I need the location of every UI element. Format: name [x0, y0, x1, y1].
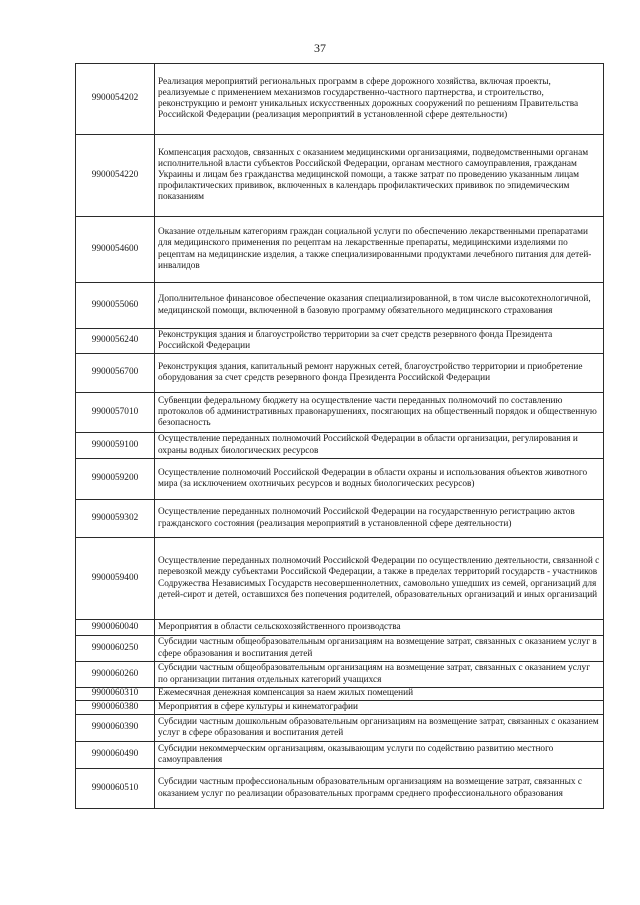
row-code: 9900056240 [76, 329, 155, 354]
table-row [76, 329, 604, 354]
row-description: Мероприятия в сфере культуры и кинематографии [155, 701, 604, 715]
table-row [76, 636, 604, 662]
row-code: 9900059400 [76, 538, 155, 620]
row-description: Осуществление переданных полномочий Российской Федерации в области организации, регулирования и охраны водных биологических ресурсов [155, 433, 604, 459]
table-row [76, 283, 604, 329]
table-body [76, 64, 604, 809]
table-row [76, 769, 604, 809]
row-code: 9900059302 [76, 500, 155, 538]
row-code: 9900060310 [76, 688, 155, 701]
row-code: 9900059200 [76, 459, 155, 500]
table-row [76, 500, 604, 538]
table-row [76, 742, 604, 769]
table-row [76, 688, 604, 701]
table-row [76, 354, 604, 393]
row-description: Компенсация расходов, связанных с оказанием медицинскими организациями, подведомственными органам исполнительной власти субъектов Российской Федерации, органам местного самоуправления, гражданам Украины и лицам без гражданства медицинской помощи, а также затрат по проведению указанным лицам профилактических прививок, включенных в календарь профилактических прививок по эпидемическим показаниям [155, 135, 604, 217]
row-description: Реконструкция здания и благоустройство территории за счет средств резервного фонда Президента Российской Федерации [155, 329, 604, 354]
row-code: 9900057010 [76, 393, 155, 433]
row-code: 9900060250 [76, 636, 155, 662]
table-row [76, 393, 604, 433]
row-code: 9900060390 [76, 715, 155, 742]
row-code: 9900054220 [76, 135, 155, 217]
row-description: Осуществление переданных полномочий Российской Федерации по осуществлению деятельности, связанной с перевозкой между субъектами Российской Федерации, а также в пределах территорий государств - участников Содружества Независимых Государств несовершеннолетних, самовольно ушедших из семей, организаций для детей-сирот и детей, оставшихся без попечения родителей, образовательных организаций и иных организаций [155, 538, 604, 620]
table-row [76, 715, 604, 742]
row-description: Субсидии частным дошкольным образовательным организациям на возмещение затрат, связанных с оказанием услуг в сфере образования и воспитания детей [155, 715, 604, 742]
row-code: 9900060380 [76, 701, 155, 715]
table-row [76, 433, 604, 459]
table-row [76, 701, 604, 715]
table-row [76, 662, 604, 688]
row-description: Осуществление переданных полномочий Российской Федерации на государственную регистрацию актов гражданского состояния (реализация мероприятий в установленной сфере деятельности) [155, 500, 604, 538]
page-number: 37 [314, 41, 326, 55]
row-code: 9900060490 [76, 742, 155, 769]
table-row [76, 538, 604, 620]
row-code: 9900055060 [76, 283, 155, 329]
row-code: 9900060040 [76, 620, 155, 636]
row-description: Ежемесячная денежная компенсация за наем жилых помещений [155, 688, 604, 701]
row-description: Субвенции федеральному бюджету на осуществление части переданных полномочий по составлению протоколов об административных правонарушениях, посягающих на общественный порядок и общественную безопасность [155, 393, 604, 433]
row-code: 9900054202 [76, 64, 155, 135]
row-description: Оказание отдельным категориям граждан социальной услуги по обеспечению лекарственными препаратами для медицинского применения по рецептам на лекарственные препараты, медицинскими изделиями по рецептам на медицинские изделия, а также специализированными продуктами лечебного питания для детей-инвалидов [155, 217, 604, 283]
row-description: Дополнительное финансовое обеспечение оказания специализированной, в том числе высокотехнологичной, медицинской помощи, включенной в базовую программу обязательного медицинского страхования [155, 283, 604, 329]
row-description: Реконструкция здания, капитальный ремонт наружных сетей, благоустройство территории и приобретение оборудования за счет средств резервного фонда Президента Российской Федерации [155, 354, 604, 393]
row-description: Мероприятия в области сельскохозяйственного производства [155, 620, 604, 636]
row-description: Осуществление полномочий Российской Федерации в области охраны и использования объектов животного мира (за исключением охотничьих ресурсов и водных биологических ресурсов) [155, 459, 604, 500]
table-row [76, 135, 604, 217]
table-row [76, 459, 604, 500]
row-description: Субсидии частным общеобразовательным организациям на возмещение затрат, связанных с оказанием услуг в сфере образования и воспитания детей [155, 636, 604, 662]
budget-codes-table [75, 63, 604, 809]
row-description: Субсидии некоммерческим организациям, оказывающим услуги по содействию развитию местного самоуправления [155, 742, 604, 769]
row-code: 9900056700 [76, 354, 155, 393]
table-row [76, 64, 604, 135]
row-description: Реализация мероприятий региональных программ в сфере дорожного хозяйства, включая проекты, реализуемые с применением механизмов государственно-частного партнерства, и строительство, реконструкцию и ремонт уникальных искусственных дорожных сооружений по решениям Правительства Российской Федерации (реализация мероприятий в установленной сфере деятельности) [155, 64, 604, 135]
row-description: Субсидии частным профессиональным образовательным организациям на возмещение затрат, связанных с оказанием услуг по реализации образовательных программ среднего профессионального образования [155, 769, 604, 809]
table-row [76, 217, 604, 283]
row-description: Субсидии частным общеобразовательным организациям на возмещение затрат, связанных с оказанием услуг по организации питания отдельных категорий учащихся [155, 662, 604, 688]
row-code: 9900054600 [76, 217, 155, 283]
table-row [76, 620, 604, 636]
row-code: 9900060260 [76, 662, 155, 688]
row-code: 9900059100 [76, 433, 155, 459]
row-code: 9900060510 [76, 769, 155, 809]
